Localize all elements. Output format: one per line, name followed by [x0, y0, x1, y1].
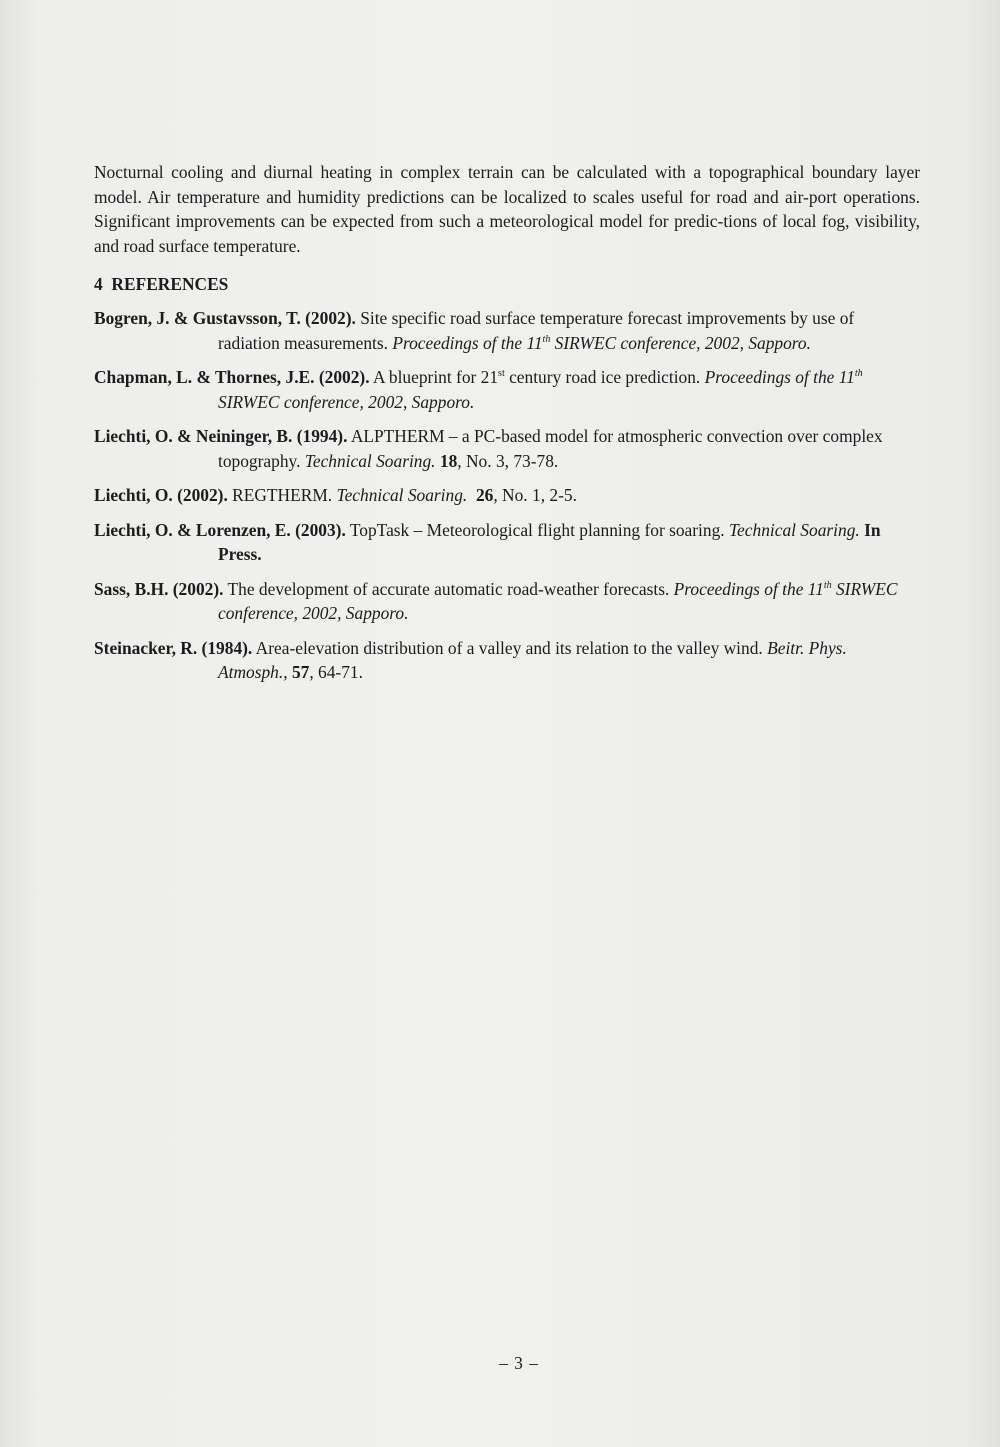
reference-volume: 18 [439, 450, 458, 471]
reference-authors: Liechti, O. & Neininger, B. (1994). [94, 426, 348, 446]
reference-title: The development of accurate automatic road-weather forecasts. [223, 578, 674, 599]
section-title: REFERENCES [111, 274, 229, 294]
reference-title: ALPTHERM – a PC-based model for atmospheric convection over complex topography. [218, 426, 883, 471]
reference-title: A blueprint for 21st century road ice prediction. [369, 367, 705, 387]
reference-title: TopTask – Meteorological flight planning for soaring. [345, 519, 729, 540]
reference-volume: 26 [475, 485, 494, 505]
reference-authors: Liechti, O. & Lorenzen, E. (2003). [94, 519, 346, 540]
reference-pages: , No. 1, 2-5. [493, 485, 577, 505]
reference-item [94, 365, 912, 414]
reference-source: Proceedings of the 11th SIRWEC conference, 2002, Sapporo. [392, 332, 811, 353]
reference-title: Area-elevation distribution of a valley and its relation to the valley wind. [252, 637, 768, 658]
reference-item [94, 483, 912, 508]
reference-authors: Chapman, L. & Thornes, J.E. (2002). [94, 367, 370, 387]
reference-title: Site specific road surface temperature forecast improvements by use of radiation measurements. [218, 308, 855, 353]
reference-authors: Bogren, J. & Gustavsson, T. (2002). [94, 308, 356, 328]
reference-item [94, 577, 912, 626]
reference-title: REGTHERM. [227, 485, 337, 505]
reference-authors: Sass, B.H. (2002). [94, 578, 224, 599]
reference-source: Proceedings of the 11th SIRWEC conference, 2002, Sapporo. [218, 578, 898, 623]
reference-item [94, 636, 912, 685]
reference-item [94, 424, 912, 473]
reference-volume: 57 [291, 662, 310, 682]
intro-paragraph: Nocturnal cooling and diurnal heating in complex terrain can be calculated with a topographical boundary layer model. Air temperature and humidity predictions can be localized to scales useful for road and air-port operations. Significant improvements can be expected from such a meteorological model for predic-tions of local fog, visibility, and road surface temperature. [94, 162, 920, 256]
page-number: – 3 – [499, 1353, 539, 1373]
reference-journal: Technical Soaring. [336, 485, 468, 505]
reference-pages: , No. 3, 73-78. [457, 450, 559, 471]
reference-journal: Technical Soaring. [728, 519, 860, 540]
reference-journal: Beitr. Phys. Atmosph., [218, 637, 847, 682]
reference-item [94, 518, 912, 567]
reference-pages: , 64-71. [309, 662, 363, 682]
reference-source: Proceedings of the 11th SIRWEC conference, 2002, Sapporo. [218, 367, 863, 412]
section-number: 4 [94, 274, 103, 294]
reference-item [94, 306, 912, 355]
reference-authors: Steinacker, R. (1984). [94, 637, 253, 658]
reference-journal: Technical Soaring. [304, 450, 436, 471]
reference-list [94, 306, 912, 695]
section-heading [94, 272, 228, 296]
reference-authors: Liechti, O. (2002). [94, 485, 228, 505]
reference-status: In Press. [218, 519, 881, 564]
